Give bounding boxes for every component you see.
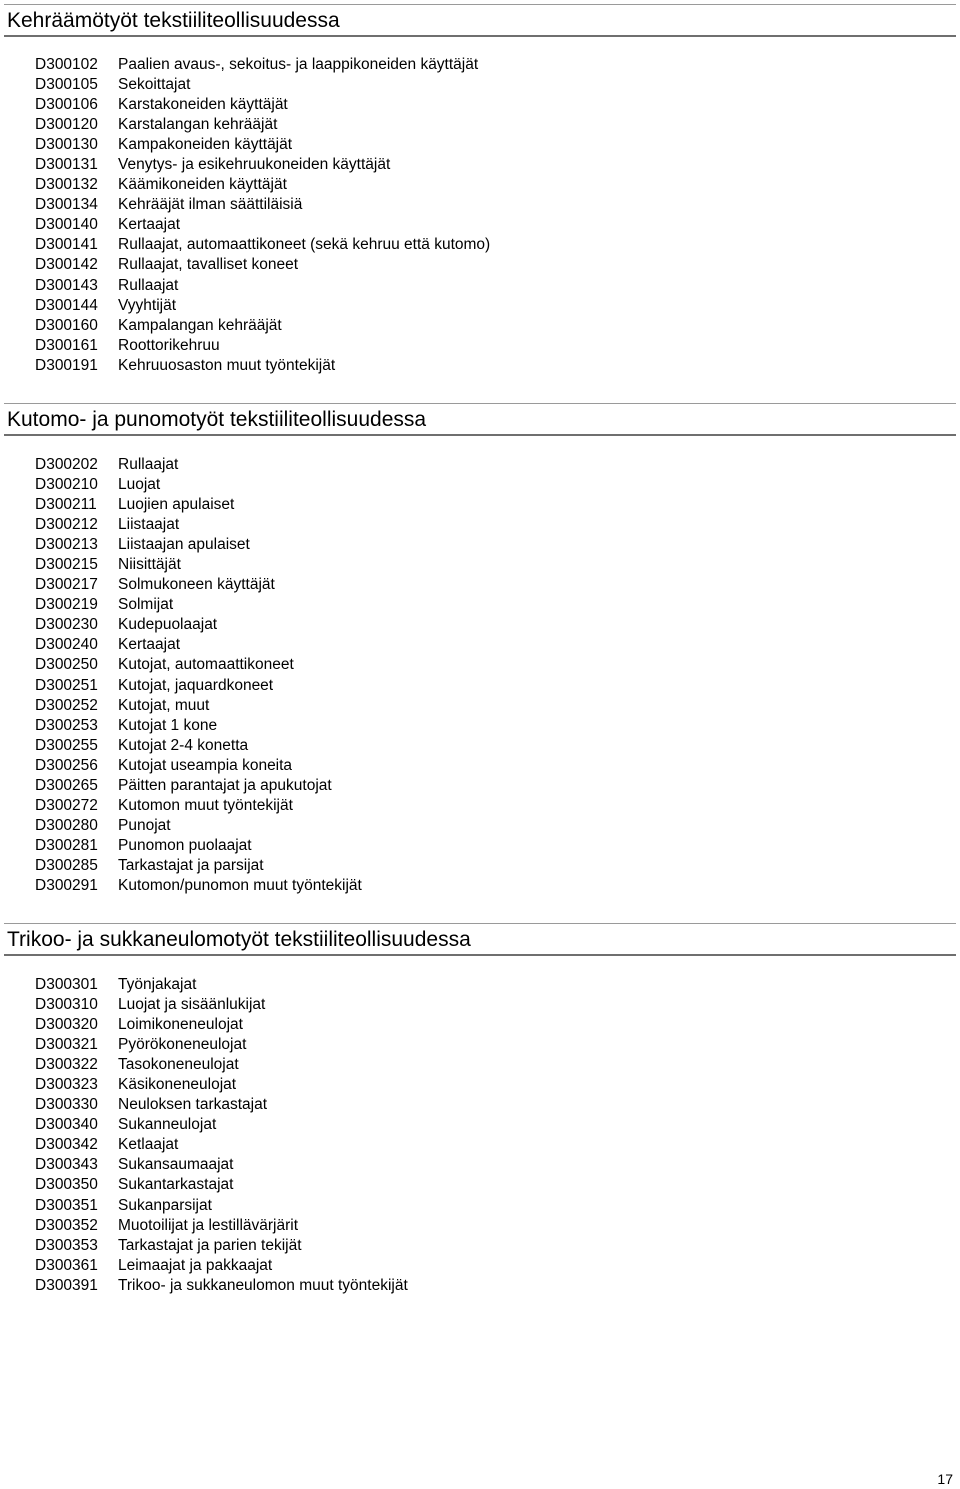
occupation-code: D300161 [35,336,98,354]
occupation-code: D300361 [35,1256,98,1274]
occupation-label: Kampalangan kehrääjät [118,316,282,334]
occupation-code: D300141 [35,236,98,254]
occupation-label: Kudepuolaajat [118,616,218,634]
list-item [35,1276,408,1296]
list-item [35,736,362,756]
list-item [35,1155,408,1175]
list-item [35,75,490,95]
occupation-code: D300215 [35,556,98,574]
occupation-code: D300202 [35,456,98,473]
list-item [35,195,490,215]
occupation-label: Muotoilijat ja lestillävärjärit [118,1216,299,1234]
occupation-label: Tarkastajat ja parien tekijät [118,1236,302,1254]
list-item [35,1115,408,1135]
list-item [35,135,490,155]
occupation-code: D300350 [35,1176,98,1194]
list-item [35,995,408,1015]
occupation-label: Rullaajat [118,276,179,294]
occupation-label: Punojat [118,816,171,834]
list-item [35,1236,408,1256]
occupation-code: D300330 [35,1096,98,1114]
occupation-code: D300343 [35,1156,98,1174]
occupation-label: Leimaajat ja pakkaajat [118,1256,273,1274]
list-item [35,276,490,296]
occupation-code: D300265 [35,776,98,794]
occupation-label: Rullaajat, automaattikoneet (sekä kehruu että kutomo) [118,236,491,254]
occupation-label: Käsikoneneulojat [118,1076,237,1094]
occupation-code: D300255 [35,736,98,754]
occupation-label: Kertaajat [118,216,181,234]
occupation-code: D300160 [35,316,98,334]
occupation-code: D300217 [35,576,98,594]
occupation-code: D300106 [35,96,98,114]
occupation-code: D300256 [35,756,98,774]
occupation-label: Karstalangan kehrääjät [118,116,278,134]
list-item [35,1075,408,1095]
occupation-code: D300251 [35,676,98,694]
list-item [35,1035,408,1055]
occupation-code: D300140 [35,216,98,234]
occupation-label: Paalien avaus-, sekoitus- ja laappikoneiden käyttäjät [118,56,479,73]
occupation-code: D300342 [35,1136,98,1154]
list-item [35,1256,408,1276]
occupation-label: Pyörökoneneulojat [118,1036,247,1054]
list-item [35,655,362,675]
occupation-code: D300142 [35,256,98,274]
section-title-kehraamo: Kehräämötyöt tekstiiliteollisuudessa [4,4,956,37]
list-item [35,696,362,716]
list-item [35,495,362,515]
occupation-code: D300323 [35,1076,98,1094]
list-item [35,235,490,255]
occupation-label: Kutojat, automaattikoneet [118,656,294,674]
occupation-list-trikoo [35,975,408,1296]
list-item [35,1095,408,1115]
list-item [35,175,490,195]
occupation-code: D300143 [35,276,98,294]
list-item [35,115,490,135]
list-item [35,776,362,796]
occupation-code: D300253 [35,716,98,734]
occupation-label: Tasokoneneulojat [118,1056,239,1074]
occupation-label: Sukantarkastajat [118,1176,234,1194]
occupation-label: Punomon puolaajat [118,836,252,854]
occupation-label: Kutomon muut työntekijät [118,796,293,814]
occupation-code: D300321 [35,1036,98,1054]
occupation-code: D300105 [35,76,98,94]
occupation-label: Sekoittajat [118,76,191,94]
occupation-code: D300132 [35,176,98,194]
occupation-code: D300102 [35,56,98,73]
occupation-label: Sukanparsijat [118,1196,212,1214]
occupation-code: D300352 [35,1216,98,1234]
occupation-code: D300301 [35,976,98,993]
list-item [35,515,362,535]
list-item [35,455,362,475]
occupation-code: D300134 [35,196,98,214]
occupation-code: D300322 [35,1056,98,1074]
list-item [35,836,362,856]
occupation-code: D300285 [35,856,98,874]
occupation-label: Sukanneulojat [118,1116,217,1134]
occupation-label: Käämikoneiden käyttäjät [118,176,287,194]
occupation-label: Luojien apulaiset [118,496,235,514]
occupation-code: D300212 [35,516,98,534]
occupation-code: D300131 [35,156,98,174]
list-item [35,1175,408,1195]
occupation-label: Rullaajat [118,456,179,473]
occupation-code: D300310 [35,996,98,1014]
occupation-label: Kehruuosaston muut työntekijät [118,356,336,374]
occupation-label: Ketlaajat [118,1136,179,1154]
occupation-label: Kutojat 2-4 konetta [118,736,249,754]
list-item [35,796,362,816]
list-item [35,255,490,275]
list-item [35,575,362,595]
list-item [35,975,408,995]
list-item [35,1015,408,1035]
occupation-label: Loimikoneneulojat [118,1016,243,1034]
occupation-code: D300272 [35,796,98,814]
occupation-label: Solmijat [118,596,174,614]
list-item [35,1135,408,1155]
occupation-label: Tarkastajat ja parsijat [118,856,264,874]
occupation-label: Kutojat 1 kone [118,716,218,734]
occupation-label: Solmukoneen käyttäjät [118,576,275,594]
list-item [35,1055,408,1075]
list-item [35,356,490,376]
occupation-code: D300252 [35,696,98,714]
page-number: 17 [937,1471,953,1487]
occupation-code: D300130 [35,136,98,154]
occupation-code: D300250 [35,656,98,674]
section-title-kutomo: Kutomo- ja punomotyöt tekstiiliteollisuudessa [4,403,956,436]
occupation-label: Rullaajat, tavalliset koneet [118,256,299,274]
occupation-code: D300144 [35,296,98,314]
list-item [35,95,490,115]
list-item [35,595,362,615]
list-item [35,215,490,235]
occupation-label: Kutojat, jaquardkoneet [118,676,274,694]
list-item [35,475,362,495]
list-item [35,1196,408,1216]
list-item [35,876,362,896]
list-item [35,676,362,696]
occupation-label: Vyyhtijät [118,296,177,314]
list-item [35,615,362,635]
occupation-code: D300213 [35,536,98,554]
list-item [35,555,362,575]
list-item [35,635,362,655]
occupation-label: Neuloksen tarkastajat [118,1096,268,1114]
list-item [35,155,490,175]
occupation-code: D300391 [35,1276,98,1294]
occupation-label: Niisittäjät [118,556,181,574]
occupation-label: Kertaajat [118,636,181,654]
occupation-label: Luojat ja sisäänlukijat [118,996,266,1014]
list-item [35,816,362,836]
occupation-code: D300191 [35,356,98,374]
occupation-label: Liistaajat [118,516,180,534]
list-item [35,756,362,776]
occupation-label: Luojat [118,476,161,494]
occupation-label: Trikoo- ja sukkaneulomon muut työntekijät [118,1276,408,1294]
occupation-label: Kehrääjät ilman säättiläisiä [118,196,303,214]
list-item [35,55,490,75]
list-item [35,1216,408,1236]
list-item [35,336,490,356]
occupation-code: D300210 [35,476,98,494]
occupation-label: Kampakoneiden käyttäjät [118,136,293,154]
list-item [35,535,362,555]
occupation-list-kehraamo [35,55,490,376]
occupation-code: D300280 [35,816,98,834]
occupation-label: Päitten parantajat ja apukutojat [118,776,332,794]
occupation-label: Roottorikehruu [118,336,220,354]
occupation-code: D300320 [35,1016,98,1034]
occupation-label: Kutojat, muut [118,696,210,714]
list-item [35,296,490,316]
occupation-code: D300211 [35,496,97,514]
occupation-list-kutomo [35,455,362,896]
occupation-code: D300240 [35,636,98,654]
occupation-label: Liistaajan apulaiset [118,536,250,554]
occupation-code: D300219 [35,596,98,614]
occupation-code: D300351 [35,1196,98,1214]
occupation-label: Kutojat useampia koneita [118,756,293,774]
occupation-label: Venytys- ja esikehruukoneiden käyttäjät [118,156,391,174]
list-item [35,316,490,336]
occupation-code: D300120 [35,116,98,134]
occupation-code: D300281 [35,836,98,854]
occupation-label: Työnjakajat [118,976,197,993]
list-item [35,856,362,876]
list-item [35,716,362,736]
occupation-code: D300291 [35,876,98,894]
occupation-code: D300353 [35,1236,98,1254]
occupation-code: D300340 [35,1116,98,1134]
occupation-label: Kutomon/punomon muut työntekijät [118,876,362,894]
occupation-label: Sukansaumaajat [118,1156,234,1174]
section-title-trikoo: Trikoo- ja sukkaneulomotyöt tekstiiliteollisuudessa [4,923,956,956]
occupation-label: Karstakoneiden käyttäjät [118,96,288,114]
occupation-code: D300230 [35,616,98,634]
